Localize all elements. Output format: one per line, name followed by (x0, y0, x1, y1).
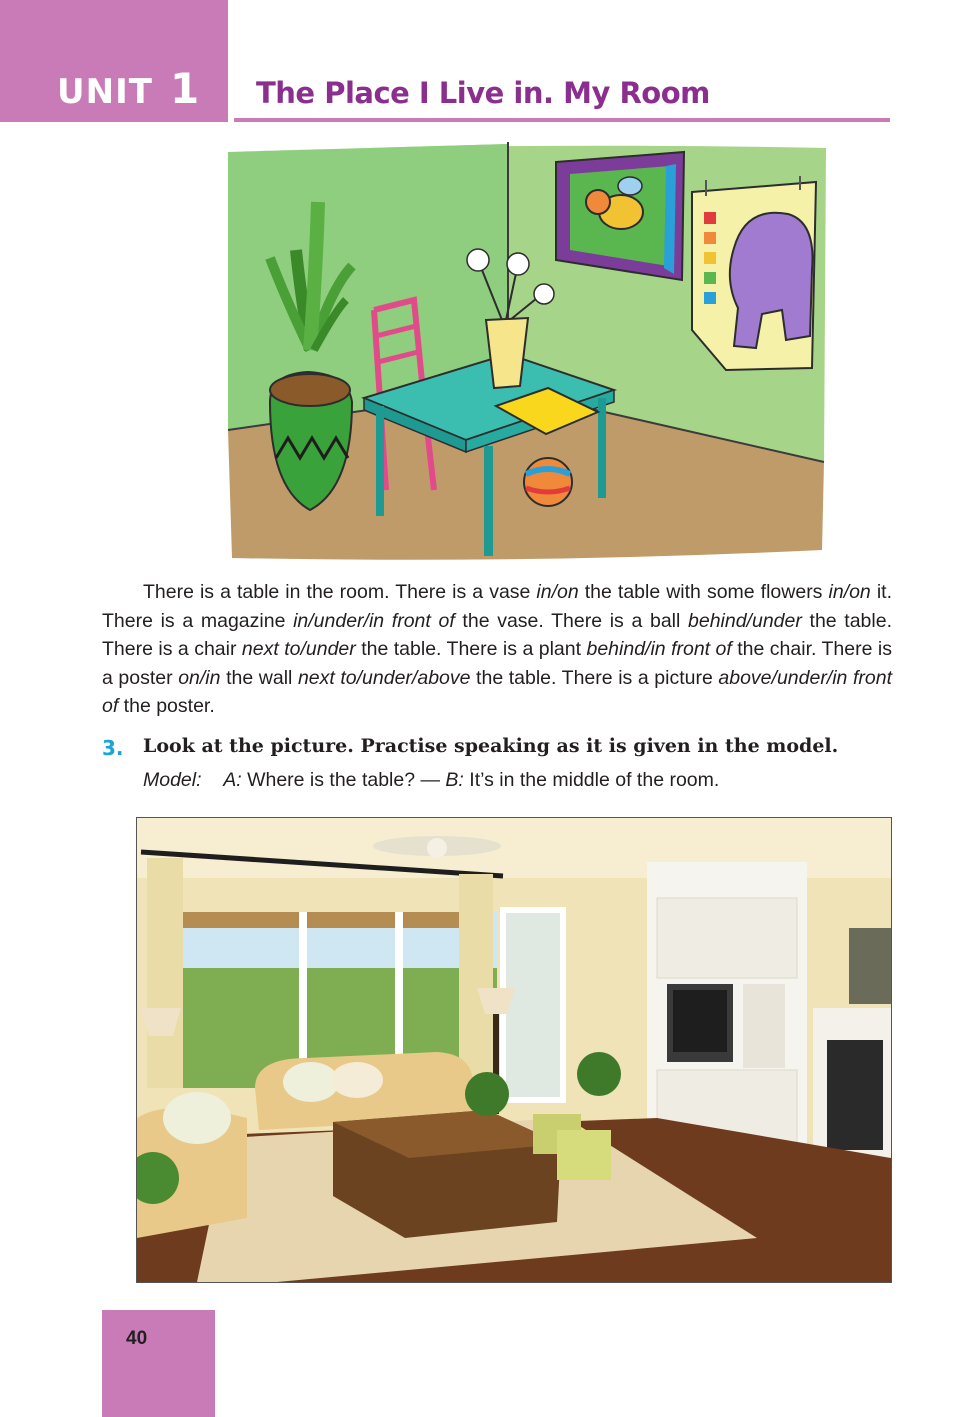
preposition-option: in/under/in front of (293, 609, 455, 632)
model-answer: It’s in the middle of the room. (469, 769, 720, 791)
ball-icon (524, 458, 572, 506)
speaker-b: B: (445, 769, 464, 791)
unit-number: 1 (170, 64, 200, 113)
preposition-option: next to/under (241, 638, 356, 660)
living-room-photo-icon (136, 817, 892, 1283)
model-label: Model: (143, 769, 202, 791)
elephant-poster-icon (692, 176, 816, 370)
preposition-option: above/under/in front of (102, 666, 893, 717)
sentence-text: the table with some flowers (578, 581, 829, 603)
model-dialogue (143, 769, 719, 792)
preposition-option: in/on (536, 581, 579, 603)
sentence-text: the poster. (118, 695, 215, 717)
page-number: 40 (126, 1328, 148, 1349)
page-number-tab (102, 1310, 215, 1417)
model-question: Where is the table? — (247, 769, 440, 791)
sentence-text: the table. There is a picture (470, 666, 719, 689)
title-underline (234, 118, 890, 122)
exercise-instruction: Look at the picture. Practise speaking as it is given in the model. (143, 735, 839, 757)
bee-picture-icon (556, 152, 684, 280)
sentence-text: the table. There is a chair (102, 609, 892, 660)
sentence-text: the table. There is a plant (355, 638, 587, 660)
room-drawing-icon (226, 140, 828, 564)
exercise-number: 3. (102, 736, 124, 760)
preposition-option: in/on (828, 581, 871, 603)
exercise-text (102, 578, 892, 721)
sentence-text: the vase. There is a ball (454, 609, 688, 632)
preposition-option: on/in (178, 666, 221, 689)
sentence-text: the chair. There is a poster (102, 638, 892, 689)
page-title: The Place I Live in. My Room (256, 76, 710, 110)
sentence-text: There is a table in the room. There is a vase (143, 581, 537, 603)
preposition-option: behind/in front of (586, 638, 732, 660)
preposition-option: behind/under (688, 609, 802, 632)
speaker-a: A: (223, 769, 242, 791)
sentence-text: the wall (220, 666, 298, 689)
preposition-option: next to/under/above (297, 666, 471, 689)
sentence-text: it. There is a magazine (102, 581, 892, 632)
unit-label: UNIT (57, 72, 153, 112)
